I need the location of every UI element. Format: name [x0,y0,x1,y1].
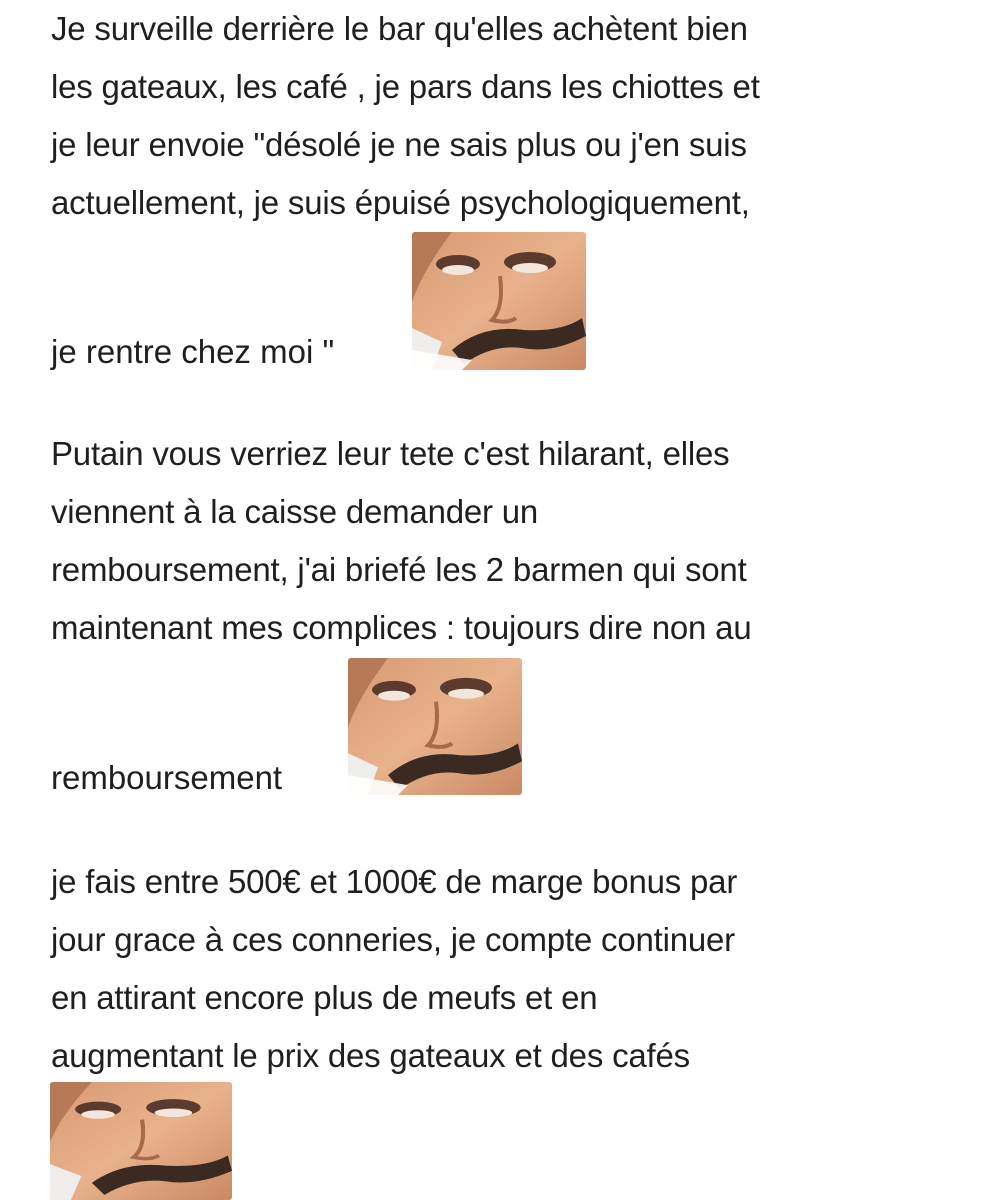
text-line: maintenant mes complices : toujours dire non au [51,609,752,646]
text-line: Je surveille derrière le bar qu'elles achètent bien [51,10,748,47]
paragraph-1 [51,0,760,232]
text-line: les gateaux, les café , je pars dans les chiottes et [51,68,760,105]
paragraph-3 [51,853,737,1085]
text-line: je rentre chez moi " [51,333,335,370]
paragraph-2 [51,425,751,657]
text-line: je fais entre 500€ et 1000€ de marge bonus par [51,863,738,900]
text-line: actuellement, je suis épuisé psychologiquement, [51,184,750,221]
text-line: remboursement, j'ai briefé les 2 barmen qui sont [51,551,747,588]
text-line: augmentant le prix des gateaux et des cafés [51,1037,690,1074]
risitas-face-icon [348,658,522,795]
text-line: remboursement [51,759,283,796]
text-line: Putain vous verriez leur tete c'est hilarant, elles [51,435,730,472]
text-line: en attirant encore plus de meufs et en [51,979,598,1016]
text-line: jour grace à ces conneries, je compte continuer [51,921,735,958]
text-line: viennent à la caisse demander un [51,493,539,530]
risitas-face-icon [412,232,586,370]
text-line: je leur envoie "désolé je ne sais plus ou j'en suis [51,126,747,163]
risitas-face-icon [50,1082,232,1200]
